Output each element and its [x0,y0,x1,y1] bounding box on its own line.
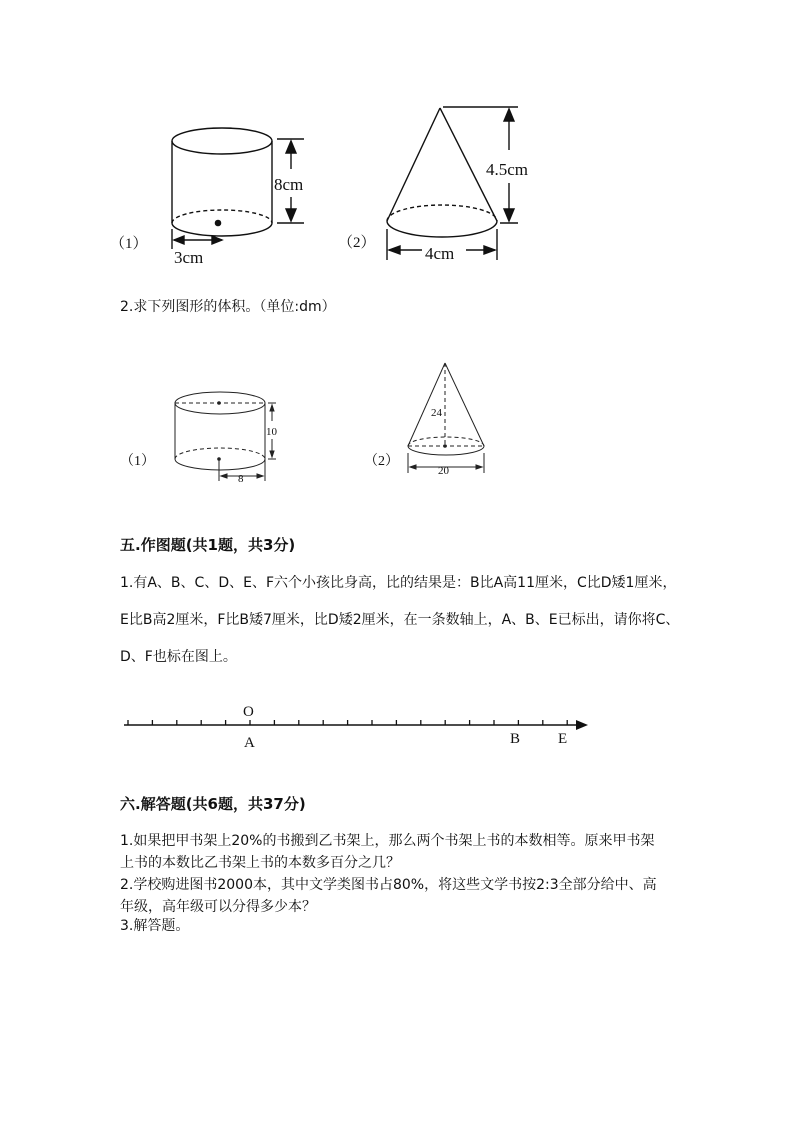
cone-figure-1 [387,107,518,260]
section-6-heading: 六.解答题(共6题，共37分) [120,795,306,813]
axis-point-b-label: B [510,731,521,747]
section-5-question-1: 1.有A、B、C、D、E、F六个小孩比身高，比的结果是：B比A高11厘米，C比D矮1厘米，E比B高2厘米，F比B矮7厘米，比D矮2厘米，在一条数轴上，A、B、E已标出，请你将C、D、F也标在图上。 [120,575,680,665]
axis-point-a-label: A [244,735,255,750]
cone-figure-2 [408,363,484,473]
cylinder-radius-label: 3cm [174,248,204,267]
section-5-heading: 五.作图题(共1题，共3分) [120,536,296,554]
section-6-question-3: 3.解答题。 [120,918,190,934]
cone-2-base-label: 20 [438,465,449,477]
cylinder-height-label: 8cm [274,175,304,194]
figure-label-2: （2） [338,235,376,251]
axis-origin-label: O [243,704,254,720]
number-line [118,700,598,750]
figure-2-label-2: （2） [364,454,399,469]
cone-base-label: 4cm [425,244,455,263]
figure-group-2 [118,355,498,490]
figure-group-1 [110,95,570,275]
question-2-title: 2.求下列图形的体积。（单位:dm） [120,299,336,315]
cylinder-2-radius-label: 8 [238,473,244,485]
axis-point-e-label: E [558,731,568,747]
figure-label-1: （1） [110,236,148,252]
section-6-question-2: 2.学校购进图书2000本，其中文学类图书占80%，将这些文学书按2:3全部分给中、高年级，高年级可以分得多少本？ [120,877,657,915]
section-6-question-1: 1.如果把甲书架上20%的书搬到乙书架上，那么两个书架上书的本数相等。原来甲书架上书的本数比乙书架上书的本数多百分之几？ [120,833,655,871]
figure-2-label-1: （1） [120,454,155,469]
cylinder-figure-2 [175,392,276,481]
cone-2-height-label: 24 [431,407,442,419]
cylinder-2-height-label: 10 [266,426,277,438]
cone-height-label: 4.5cm [486,160,529,179]
